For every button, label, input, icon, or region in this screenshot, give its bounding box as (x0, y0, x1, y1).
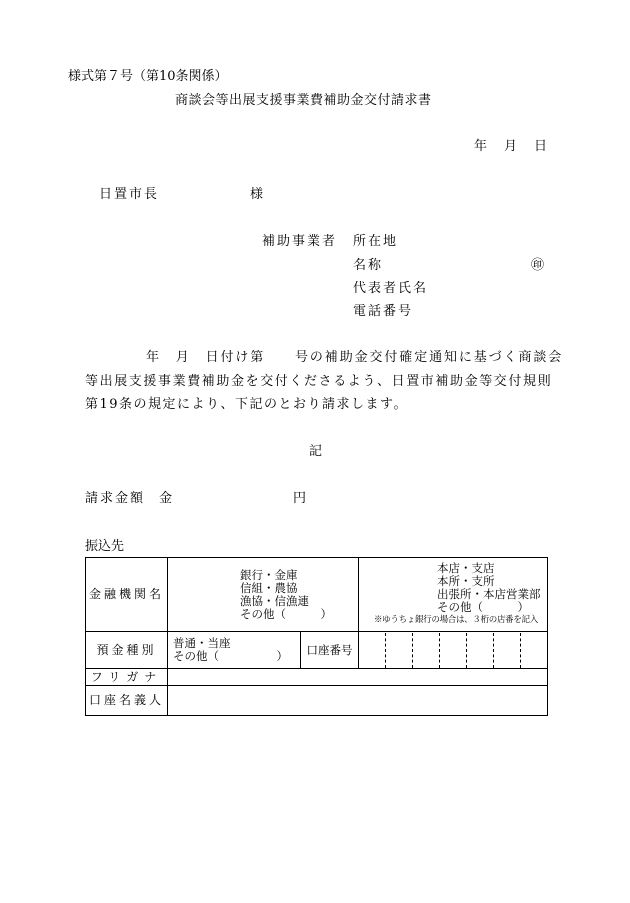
account-digit-box[interactable] (467, 633, 494, 668)
branch-type-3: 出張所・本店営業部 (437, 587, 541, 601)
body-line-3: 第19条の規定により、下記のとおり請求します。 (85, 397, 409, 412)
bank-type-cell[interactable] (168, 558, 359, 632)
addressee-honorific: 様 (250, 187, 264, 202)
field-representative: 代表者氏名 (353, 281, 429, 296)
bank-type-2: 信組・農協 (240, 580, 298, 595)
form-number: 様式第７号（第10条関係） (68, 69, 228, 84)
account-number-digits (359, 633, 547, 668)
holder-label: 口座名義人 (88, 693, 164, 707)
account-type-cell[interactable] (168, 632, 301, 669)
document-title: 商談会等出展支援事業費補助金交付請求書 (175, 93, 432, 108)
bank-row (86, 558, 548, 632)
account-number-label: 口座番号 (306, 642, 353, 657)
account-number-cell[interactable] (359, 632, 548, 669)
field-address: 所在地 (353, 234, 399, 249)
branch-type-2: 本所・支所 (437, 574, 495, 588)
account-digit-box[interactable] (359, 633, 386, 668)
bank-type-1: 銀行・金庫 (240, 567, 298, 582)
holder-row (86, 686, 548, 716)
ki-marker: 記 (309, 444, 323, 459)
bank-type-4: その他（ ） (240, 606, 332, 621)
branch-type-cell[interactable] (359, 558, 548, 632)
branch-type-4: その他（ ） (437, 600, 529, 614)
account-digit-box[interactable] (386, 633, 413, 668)
bank-type-3: 漁協・信漁連 (240, 593, 309, 608)
furigana-label: フリガナ (90, 669, 163, 684)
holder-input[interactable] (168, 686, 548, 716)
account-digit-box[interactable] (413, 633, 440, 668)
account-number-label-cell (301, 632, 359, 669)
furigana-row (86, 669, 548, 686)
applicant-role: 補助事業者 (262, 234, 338, 249)
account-digit-box[interactable] (440, 633, 467, 668)
transfer-heading: 振込先 (85, 539, 125, 554)
branch-note: ※ゆうちょ銀行の場合は、３桁の店番を記入 (373, 615, 538, 625)
field-name: 名称 (353, 258, 384, 273)
branch-type-1: 本店・支店 (437, 561, 495, 575)
account-digit-box[interactable] (494, 633, 521, 668)
field-phone: 電話番号 (353, 304, 414, 319)
furigana-label-cell (86, 669, 168, 686)
amount-prefix: 金 (159, 491, 173, 506)
bank-label-cell (86, 558, 168, 632)
account-type-1: 普通・当座 (173, 636, 231, 650)
account-digit-box[interactable] (521, 633, 547, 668)
amount-unit: 円 (293, 491, 307, 506)
body-line-2: 等出展支援事業費補助金を交付くださるよう、日置市補助金等交付規則 (85, 374, 553, 389)
addressee-name: 日置市長 (99, 187, 160, 202)
date-line: 年 月 日 (474, 139, 550, 154)
account-type-2: その他（ ） (173, 649, 288, 663)
account-type-label-cell (86, 632, 168, 669)
holder-label-cell (86, 686, 168, 716)
bank-transfer-table (85, 557, 548, 716)
bank-label: 金融機関名 (88, 587, 164, 601)
body-line-1: 年 月 日付け第 号の補助金交付確定通知に基づく商談会 (146, 350, 564, 365)
seal-mark: ㊞ (531, 258, 545, 273)
furigana-input[interactable] (168, 669, 548, 686)
amount-label: 請求金額 (85, 491, 146, 506)
account-row (86, 632, 548, 669)
account-type-label: 預金種別 (96, 642, 157, 657)
